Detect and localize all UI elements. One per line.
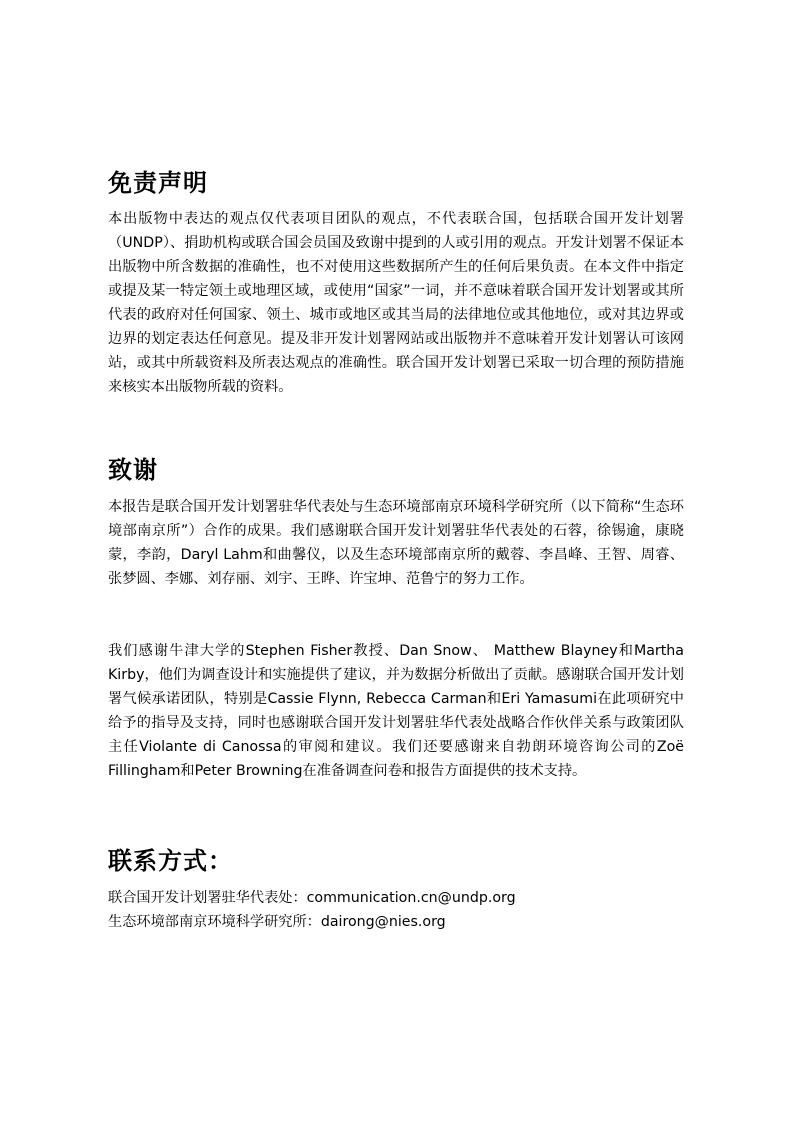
acknowledgements-paragraph-2: 我们感谢牛津大学的Stephen Fisher教授、Dan Snow、 Matthew Blayney和Martha Kirby，他们为调查设计和实施提供了建议，并为数据分析做出了贡献。感谢联合国开发计划署气候承诺团队，特别是Cassie Flynn, Rebecca Carman和Eri Yamasumi在此项研究中给予的指导及支持，同时也感谢联合国开发计划署驻华代表处战略合作伙伴关系与政策团队主任Violante di Canossa的审阅和建议。我们还要感谢来自勃朗环境咨询公司的Zoë Fillingham和Peter Browning在准备调查问卷和报告方面提供的技术支持。 [108,643,684,779]
contact-line-nies: 生态环境部南京环境科学研究所：dairong@nies.org [108,914,446,930]
contact-line-undp: 联合国开发计划署驻华代表处：communication.cn@undp.org [108,890,516,906]
disclaimer-heading: 免责声明 [108,169,208,197]
acknowledgements-heading: 致谢 [108,456,158,484]
contact-list [108,886,684,934]
contact-heading: 联系方式： [108,847,233,875]
acknowledgements-paragraph-1: 本报告是联合国开发计划署驻华代表处与生态环境部南京环境科学研究所（以下简称“生态环境部南京所”）合作的成果。我们感谢联合国开发计划署驻华代表处的石蓉，徐锡逾，康晓蒙，李韵，Daryl Lahm和曲馨仪，以及生态环境部南京所的戴蓉、李昌峰、王智、周睿、张梦圆、李娜、刘存丽、刘宇、王晔、许宝坤、范鲁宁的努力工作。 [108,499,684,587]
disclaimer-paragraph: 本出版物中表达的观点仅代表项目团队的观点，不代表联合国，包括联合国开发计划署（UNDP）、捐助机构或联合国会员国及致谢中提到的人或引用的观点。开发计划署不保证本出版物中所含数据的准确性，也不对使用这些数据所产生的任何后果负责。在本文件中指定或提及某一特定领土或地理区域，或使用“国家”一词，并不意味着联合国开发计划署或其所代表的政府对任何国家、领土、城市或地区或其当局的法律地位或其他地位，或对其边界或边界的划定表达任何意见。提及非开发计划署网站或出版物并不意味着开发计划署认可该网站，或其中所载资料及所表达观点的准确性。联合国开发计划署已采取一切合理的预防措施来核实本出版物所载的资料。 [108,211,684,395]
